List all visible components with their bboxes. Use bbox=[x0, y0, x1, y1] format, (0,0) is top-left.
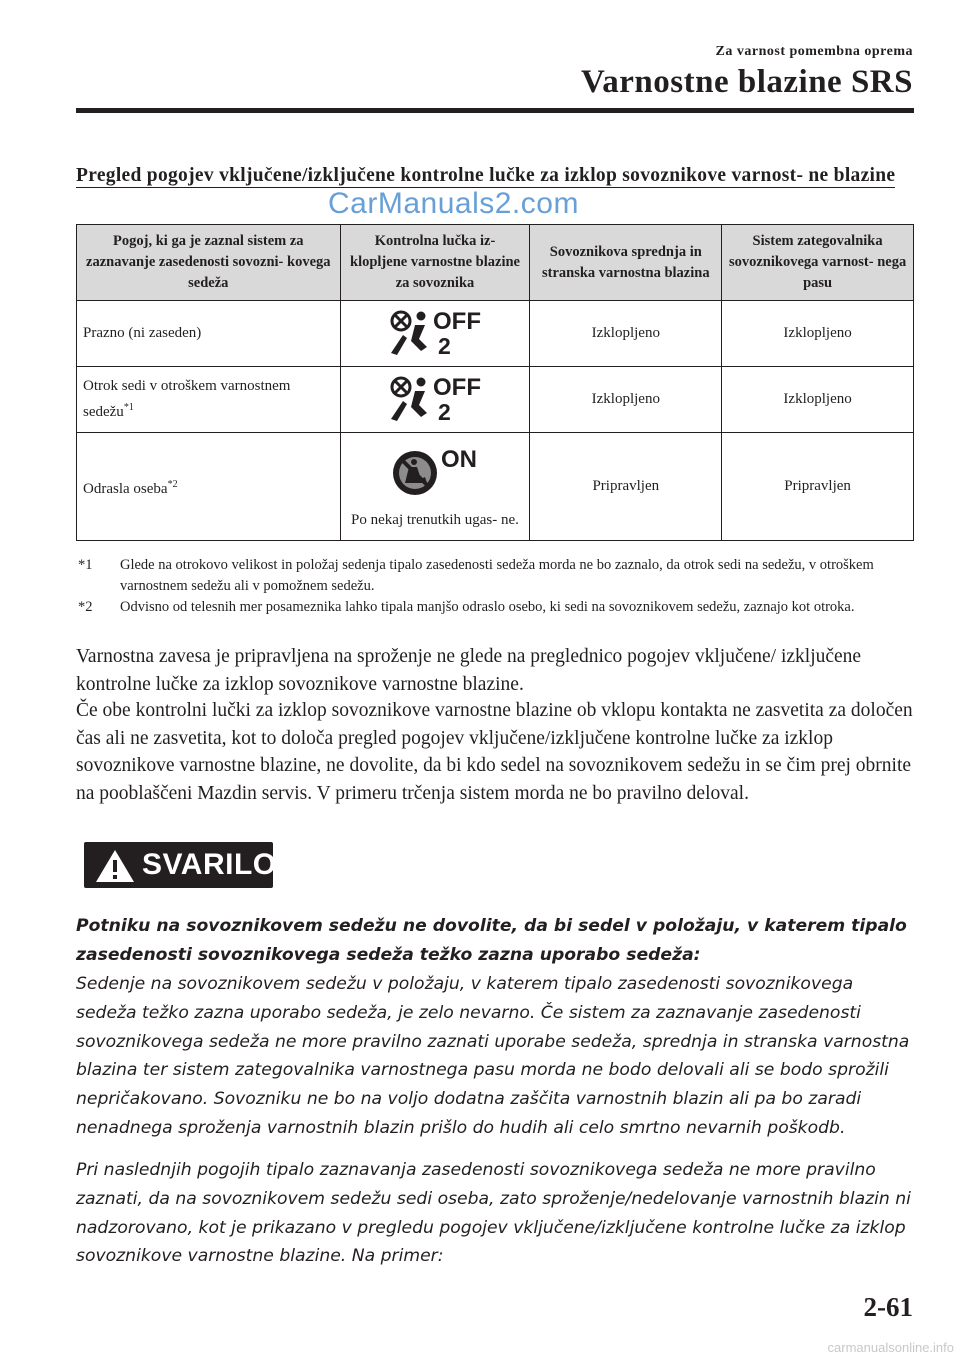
condition-table bbox=[76, 224, 914, 541]
indicator-label: ON bbox=[440, 445, 477, 473]
airbag-cell: Izklopljeno bbox=[530, 301, 722, 367]
section-heading-text: Pregled pogojev vključene/izključene kontrolne lučke za izklop sovoznikove varnost- ne blazine bbox=[76, 165, 896, 186]
header-title: Varnostne blazine SRS bbox=[580, 64, 913, 100]
indicator-number: 2 bbox=[437, 399, 451, 423]
condition-text: Prazno (ni zaseden) bbox=[83, 325, 202, 341]
indicator-cell bbox=[340, 301, 530, 367]
watermark: CarManuals2.com bbox=[328, 187, 579, 220]
table-header-cell: Sistem zategovalnika sovoznikovega varnost- nega pasu bbox=[722, 225, 914, 301]
condition-cell bbox=[77, 367, 341, 433]
warning-body: Pri naslednjih pogojih tipalo zaznavanja zasedenosti sovoznikovega sedeža ne more pravilno zaznati, da na sovoznikovem sedežu sedi oseba, zato sproženje/nedelovanje varnostnih blazin ni nadzorovano, kot je prikazano v pregledu pogojev vključene/izključene kontrolne lučke za izklop sovoznikove varnostne blazine. Na primer: bbox=[76, 1160, 911, 1267]
footnote-mark: *1 bbox=[123, 402, 134, 413]
airbag-cell: Izklopljeno bbox=[530, 367, 722, 433]
table-header-cell: Pogoj, ki ga je zaznal sistem za zaznavanje zasedenosti sovozni- kovega sedeža bbox=[77, 225, 341, 301]
footnote-text: Odvisno od telesnih mer posameznika lahko tipala manjšo odraslo osebo, ki sedi na sovoznikovem sedežu, zaznajo kot otroka. bbox=[120, 599, 855, 615]
warning-badge bbox=[84, 842, 277, 888]
warning-heading: Potniku na sovoznikovem sedežu ne dovolite, da bi sedel v položaju, v katerem tipalo zasedenosti sovoznikovega sedeža težko zazna uporabo sedeža: bbox=[76, 916, 907, 965]
airbag-off-indicator-icon bbox=[381, 305, 489, 362]
footnote-mark: *1 bbox=[78, 557, 93, 573]
airbag-on-indicator-icon bbox=[387, 443, 483, 508]
pretensioner-cell: Izklopljeno bbox=[722, 301, 914, 367]
condition-text: Odrasla oseba bbox=[83, 480, 168, 497]
indicator-number: 2 bbox=[437, 333, 451, 357]
table-row bbox=[77, 301, 914, 367]
footer-watermark: carmanualsonline.info bbox=[827, 1340, 954, 1355]
body-paragraph: Varnostna zavesa je pripravljena na sproženje ne glede na preglednico pogojev vključene/ izključene kontrolne lučke za izklop sovoznikove varnostne blazine. bbox=[76, 646, 862, 695]
footnote-2 bbox=[76, 597, 916, 639]
section-heading bbox=[76, 162, 906, 189]
table-row bbox=[77, 433, 914, 541]
indicator-note: Po nekaj trenutkih ugas- ne. bbox=[351, 511, 519, 528]
indicator-label: OFF bbox=[432, 308, 481, 335]
condition-cell bbox=[77, 301, 341, 367]
warning-body: Sedenje na sovoznikovem sedežu v položaju, v katerem tipalo zasedenosti sovoznikovega sedeža težko zazna uporabo sedeža, je zelo nevarno. Če sistem za zaznavanje zasedenosti sovoznikovega sedeža ne more pravilno zaznati uporabe sedeža, sprednja in stranska varnostna blazina ter sistem zategovalnika varnostnega pasu morda ne bodo delovali ali se bodo sprožili nepričakovano. Sovozniku ne bo na voljo dodatna zaščita varnostnih blazin ali pa bo zaradi nenadnega sproženja varnostnih blazin prišlo do hudih ali celo smrtno nevarnih poškodb. bbox=[76, 974, 910, 1138]
table-row bbox=[77, 367, 914, 433]
indicator-label: OFF bbox=[432, 374, 481, 401]
airbag-cell: Pripravljen bbox=[530, 433, 722, 541]
pretensioner-cell: Izklopljeno bbox=[722, 367, 914, 433]
warning-triangle-icon bbox=[94, 848, 136, 889]
pretensioner-cell: Pripravljen bbox=[722, 433, 914, 541]
warning-label: SVARILO bbox=[142, 848, 277, 881]
body-paragraph: Če obe kontrolni lučki za izklop sovoznikove varnostne blazine ob vklopu kontakta ne zasvetita za določen čas ali ne zasvetita, kot to določa pregled pogojev vključene/izključene kontrolne lučke za izklop sovoznikove varnostne blazine, ne dovolite, da bi kdo sedel na sovoznikovem sedežu in se čim prej obrnite na pooblaščeni Mazdin servis. V primeru trčenja sistem morda ne bo pravilno deloval. bbox=[76, 700, 913, 804]
footnote-text: Glede na otrokovo velikost in položaj sedenja tipalo zasedenosti sedeža morda ne bo zaznalo, da otrok sedi na sedežu, v otroškem varnostnem sedežu ali v pomožnem sedežu. bbox=[120, 557, 874, 594]
airbag-off-indicator-icon bbox=[381, 371, 489, 428]
condition-cell bbox=[77, 433, 341, 541]
indicator-cell bbox=[340, 433, 530, 541]
footnote-mark: *2 bbox=[78, 599, 93, 615]
footnote-mark: *2 bbox=[167, 478, 178, 490]
header-subtitle: Za varnost pomembna oprema bbox=[715, 44, 913, 59]
condition-text: Otrok sedi v otroškem varnostnem sedežu bbox=[83, 378, 291, 420]
table-header-row bbox=[77, 225, 914, 301]
table-header-cell: Sovoznikova sprednja in stranska varnostna blazina bbox=[530, 225, 722, 301]
footnote-1 bbox=[76, 555, 916, 597]
page-number: 2-61 bbox=[863, 1292, 913, 1322]
table-header-cell: Kontrolna lučka iz- klopljene varnostne blazine za sovoznika bbox=[340, 225, 530, 301]
indicator-cell bbox=[340, 367, 530, 433]
header-rule bbox=[76, 108, 914, 113]
